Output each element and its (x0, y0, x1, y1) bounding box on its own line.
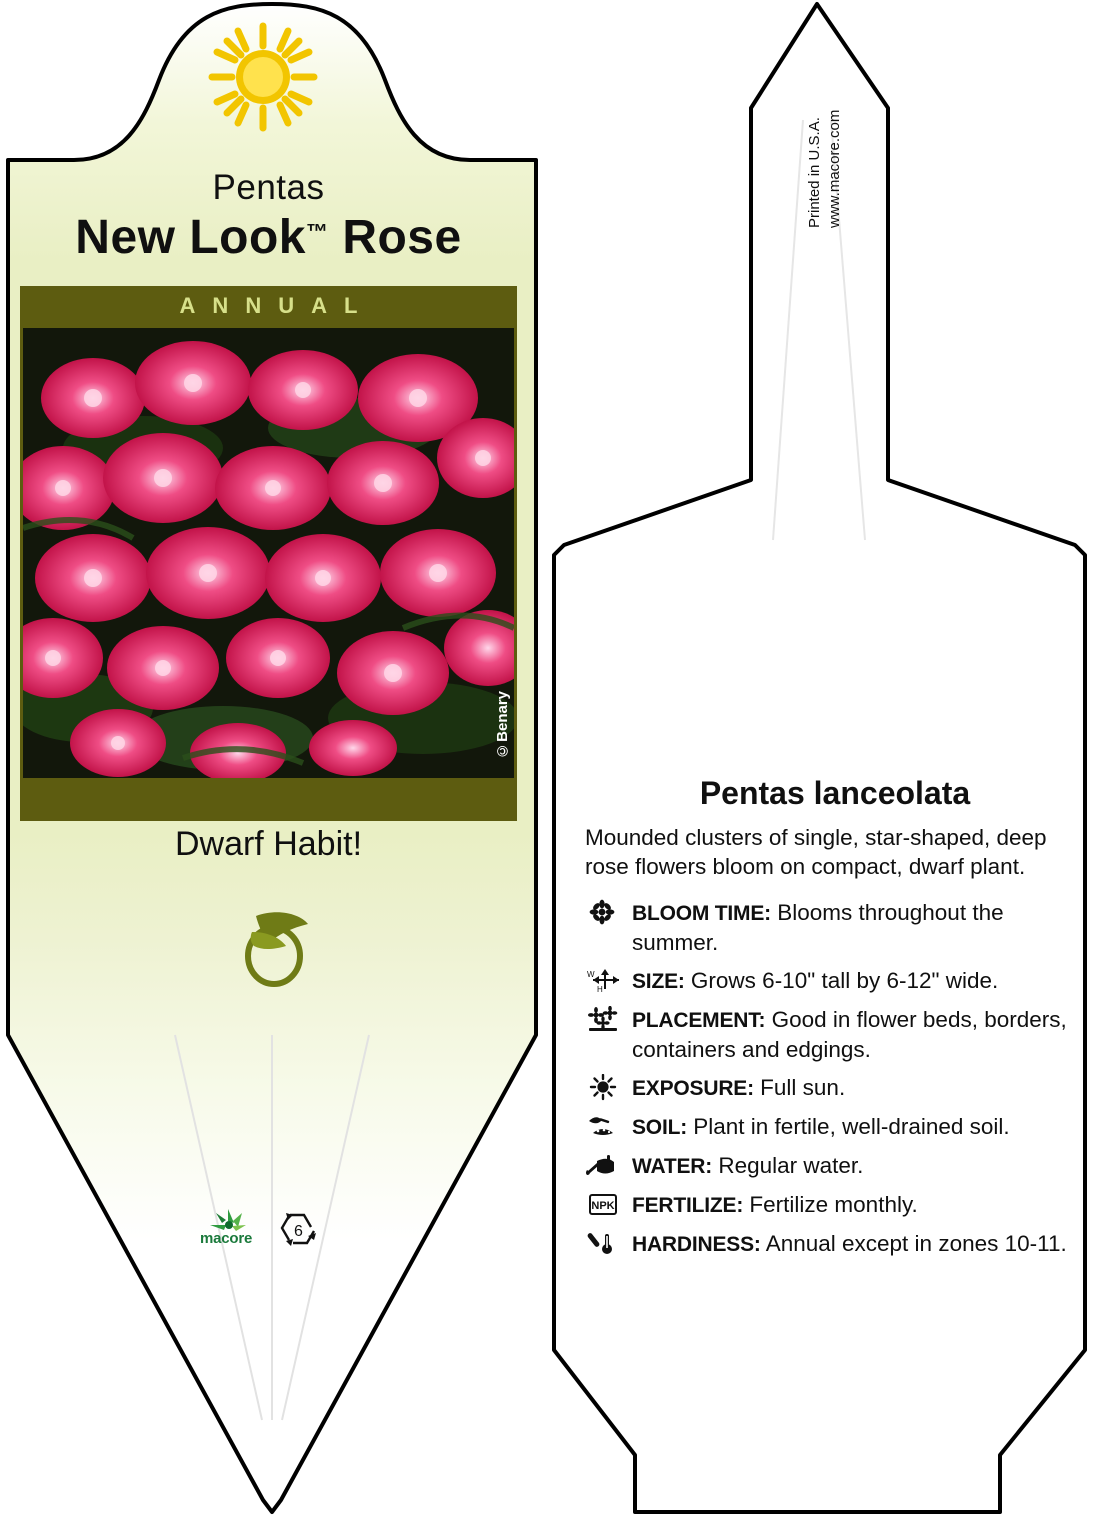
common-name-line1: Pentas (212, 168, 325, 207)
plant-photo (23, 328, 514, 778)
cultivar-name-rest: Rose (328, 211, 462, 264)
sun-icon (208, 22, 318, 132)
back-plant-tag (545, 0, 1094, 1519)
svg-text:H: H (597, 985, 603, 994)
care-value: Full sun. (753, 1075, 846, 1100)
care-label: BLOOM TIME: (632, 902, 771, 925)
care-value: Grows 6-10" tall by 6-12" wide. (684, 968, 999, 993)
svg-text:NPK: NPK (591, 1200, 615, 1212)
common-name-line2 (20, 210, 517, 265)
plant-photo-frame (20, 326, 517, 821)
printed-in: Printed in U.S.A. (806, 117, 823, 228)
macore-brand-block (198, 1207, 338, 1253)
watering-can-icon (585, 1152, 625, 1179)
care-value: Regular water. (712, 1153, 864, 1178)
trademark-symbol: ™ (305, 219, 329, 244)
photo-credit: ©Benary (494, 691, 511, 759)
sun-exposure-icon (585, 1074, 625, 1101)
care-label: SOIL: (632, 1116, 687, 1139)
care-row-exposure (585, 1073, 1090, 1103)
care-label: FERTILIZE: (632, 1194, 744, 1217)
soil-trowel-icon (585, 1113, 625, 1140)
thermometer-icon (585, 1230, 625, 1257)
leaf-loop-logo-icon (222, 898, 322, 990)
plant-photo-art (23, 328, 514, 778)
size-arrows-icon (585, 967, 625, 994)
care-label: PLACEMENT: (632, 1009, 766, 1032)
cultivar-name: New Look (75, 211, 306, 264)
recycle-code-number: 6 (294, 1223, 303, 1240)
care-row-hardiness (585, 1229, 1090, 1259)
front-title-block (20, 152, 517, 284)
macore-wordmark: macore (200, 1230, 253, 1247)
care-row-soil (585, 1112, 1090, 1142)
care-row-bloom-time (585, 898, 1090, 957)
front-plant-tag (0, 0, 545, 1519)
care-row-water (585, 1151, 1090, 1181)
plant-description: Mounded clusters of single, star-shaped, deep rose flowers bloom on compact, dwarf plant. (585, 825, 1047, 879)
macore-url: www.macore.com (826, 109, 843, 228)
print-info (805, 18, 845, 228)
care-row-fertilize (585, 1190, 1090, 1220)
care-value: Blooms throughout the summer. (632, 900, 1004, 955)
annual-band: ANNUAL (20, 286, 517, 326)
care-row-size (585, 966, 1090, 996)
care-row-placement (585, 1005, 1090, 1064)
front-subtitle: Dwarf Habit! (174, 825, 363, 863)
botanical-name: Pentas lanceolata (699, 775, 971, 811)
care-value: Annual except in zones 10-11. (760, 1231, 1067, 1256)
svg-text:W: W (587, 970, 595, 979)
flower-bloom-icon (585, 899, 625, 926)
care-value: Fertilize monthly. (743, 1192, 918, 1217)
care-label: HARDINESS: (632, 1233, 761, 1256)
care-label: EXPOSURE: (632, 1077, 754, 1100)
npk-fertilizer-icon (585, 1191, 625, 1218)
care-label: SIZE: (632, 970, 685, 993)
care-value: Plant in fertile, well-drained soil. (687, 1114, 1010, 1139)
care-label: WATER: (632, 1155, 713, 1178)
placement-flowers-icon (585, 1006, 625, 1033)
care-instructions-list (585, 898, 1090, 1268)
care-value: Good in flower beds, borders, containers and edgings. (632, 1007, 1067, 1062)
